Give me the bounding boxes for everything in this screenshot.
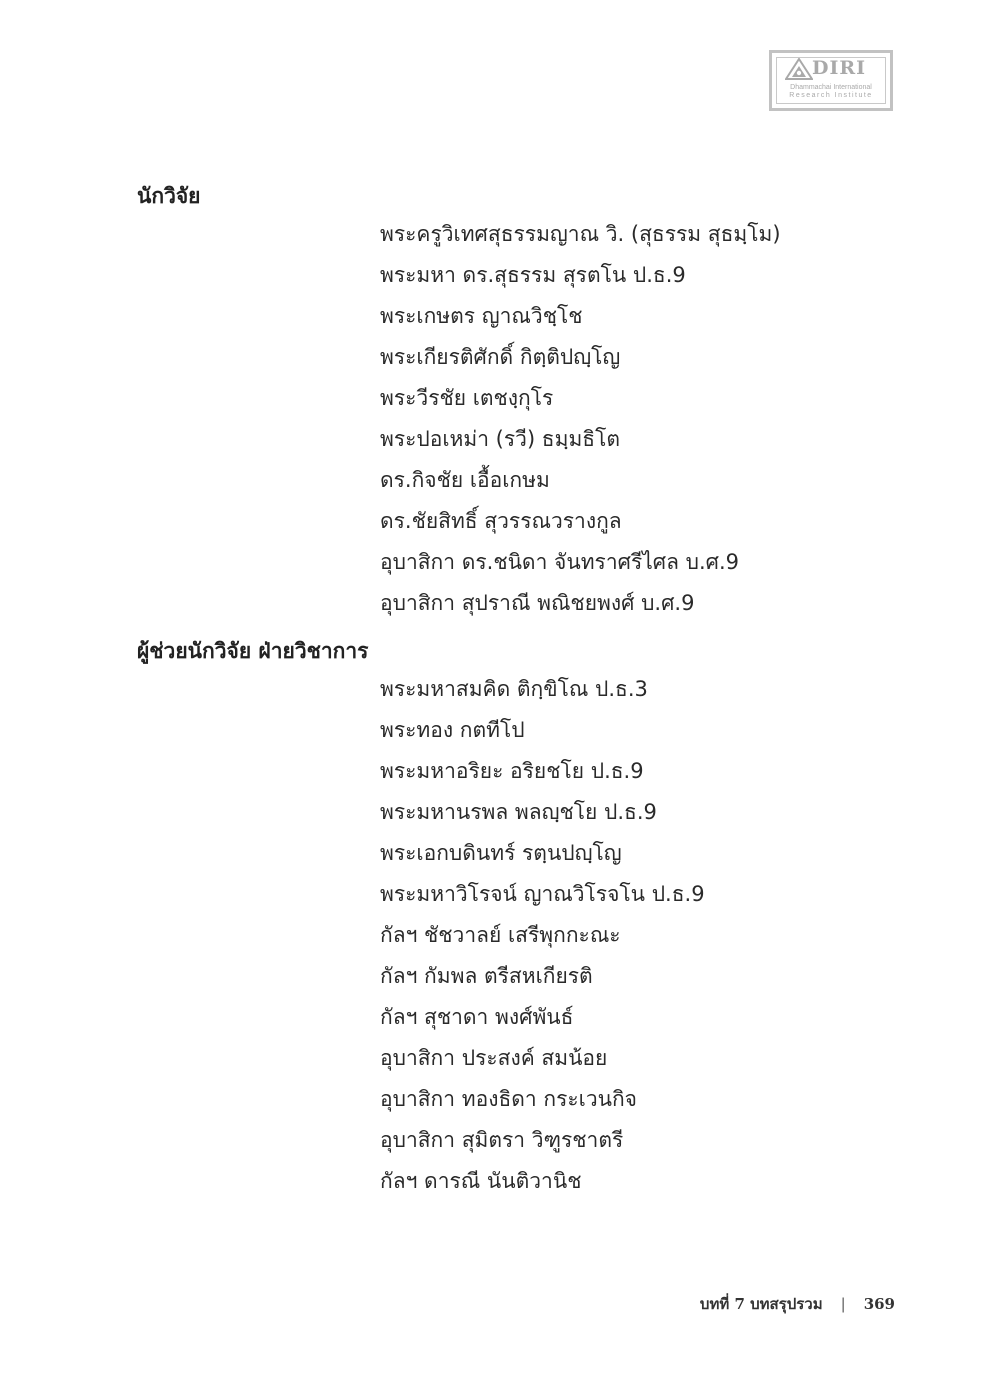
assistant-name: กัลฯ ชัชวาลย์ เสรีพุกกะณะ [380,923,621,947]
researcher-name: ดร.ชัยสิทธิ์ สุวรรณวรางกูล [380,509,622,533]
logo-subtitle-line1: Dhammachai International [790,84,872,91]
researchers-list [380,214,781,624]
researcher-name: พระเกียรติศักดิ์ กิตฺติปญฺโญ [380,345,621,369]
logo-text: DIRI [812,57,867,79]
assistant-name: กัลฯ สุชาดา พงศ์พันธ์ [380,1005,574,1029]
assistants-list [380,669,705,1202]
diri-logo [769,50,893,111]
assistant-name: พระมหาอริยะ อริยชโย ป.ธ.9 [380,759,644,783]
assistants-heading: ผู้ช่วยนักวิจัย ฝ่ายวิชาการ [137,639,369,663]
researcher-name: พระเกษตร ญาณวิชฺโช [380,304,583,328]
researcher-name: อุบาสิกา สุปราณี พณิชยพงศ์ บ.ศ.9 [380,591,695,615]
assistant-name: พระทอง กตทีโป [380,718,525,742]
logo-subtitle-line2: Research Institute [789,92,873,99]
assistant-name: อุบาสิกา สุมิตรา วิฑูรชาตรี [380,1128,624,1152]
assistant-name: พระมหาสมคิด ติกฺขิโณ ป.ธ.3 [380,677,648,701]
assistant-name: พระมหาวิโรจน์ ญาณวิโรจโน ป.ธ.9 [380,882,705,906]
assistant-name: พระเอกบดินทร์ รตฺนปญฺโญ [380,841,622,865]
researcher-name: พระครูวิเทศสุธรรมญาณ วิ. (สุธรรม สุธมฺโม) [380,222,781,246]
researcher-name: พระมหา ดร.สุธรรม สุรตโน ป.ธ.9 [380,263,686,287]
researcher-name: ดร.กิจชัย เอื้อเกษม [380,468,550,492]
footer-separator: | [840,1295,846,1313]
researcher-name: พระปอเหม่า (รวี) ธมฺมธิโต [380,427,621,451]
assistant-name: กัลฯ ดารณี นันติวานิช [380,1169,582,1193]
assistant-name: อุบาสิกา ทองธิดา กระเวนกิจ [380,1087,637,1111]
page-footer [700,1292,895,1316]
researchers-heading: นักวิจัย [137,184,201,208]
chapter-title: บทที่ 7 บทสรุปรวม [699,1295,823,1313]
assistant-name: พระมหานรพล พลญฺชโย ป.ธ.9 [380,800,657,824]
assistant-name: อุบาสิกา ประสงค์ สมน้อย [380,1046,608,1070]
researcher-name: อุบาสิกา ดร.ชนิดา จันทราศรีไศล บ.ศ.9 [380,550,740,574]
diri-triangle-icon [785,58,813,80]
assistant-name: กัลฯ กัมพล ตรีสหเกียรติ [380,964,593,988]
researcher-name: พระวีรชัย เตชงฺกุโร [380,386,554,410]
page-number: 369 [863,1295,895,1313]
